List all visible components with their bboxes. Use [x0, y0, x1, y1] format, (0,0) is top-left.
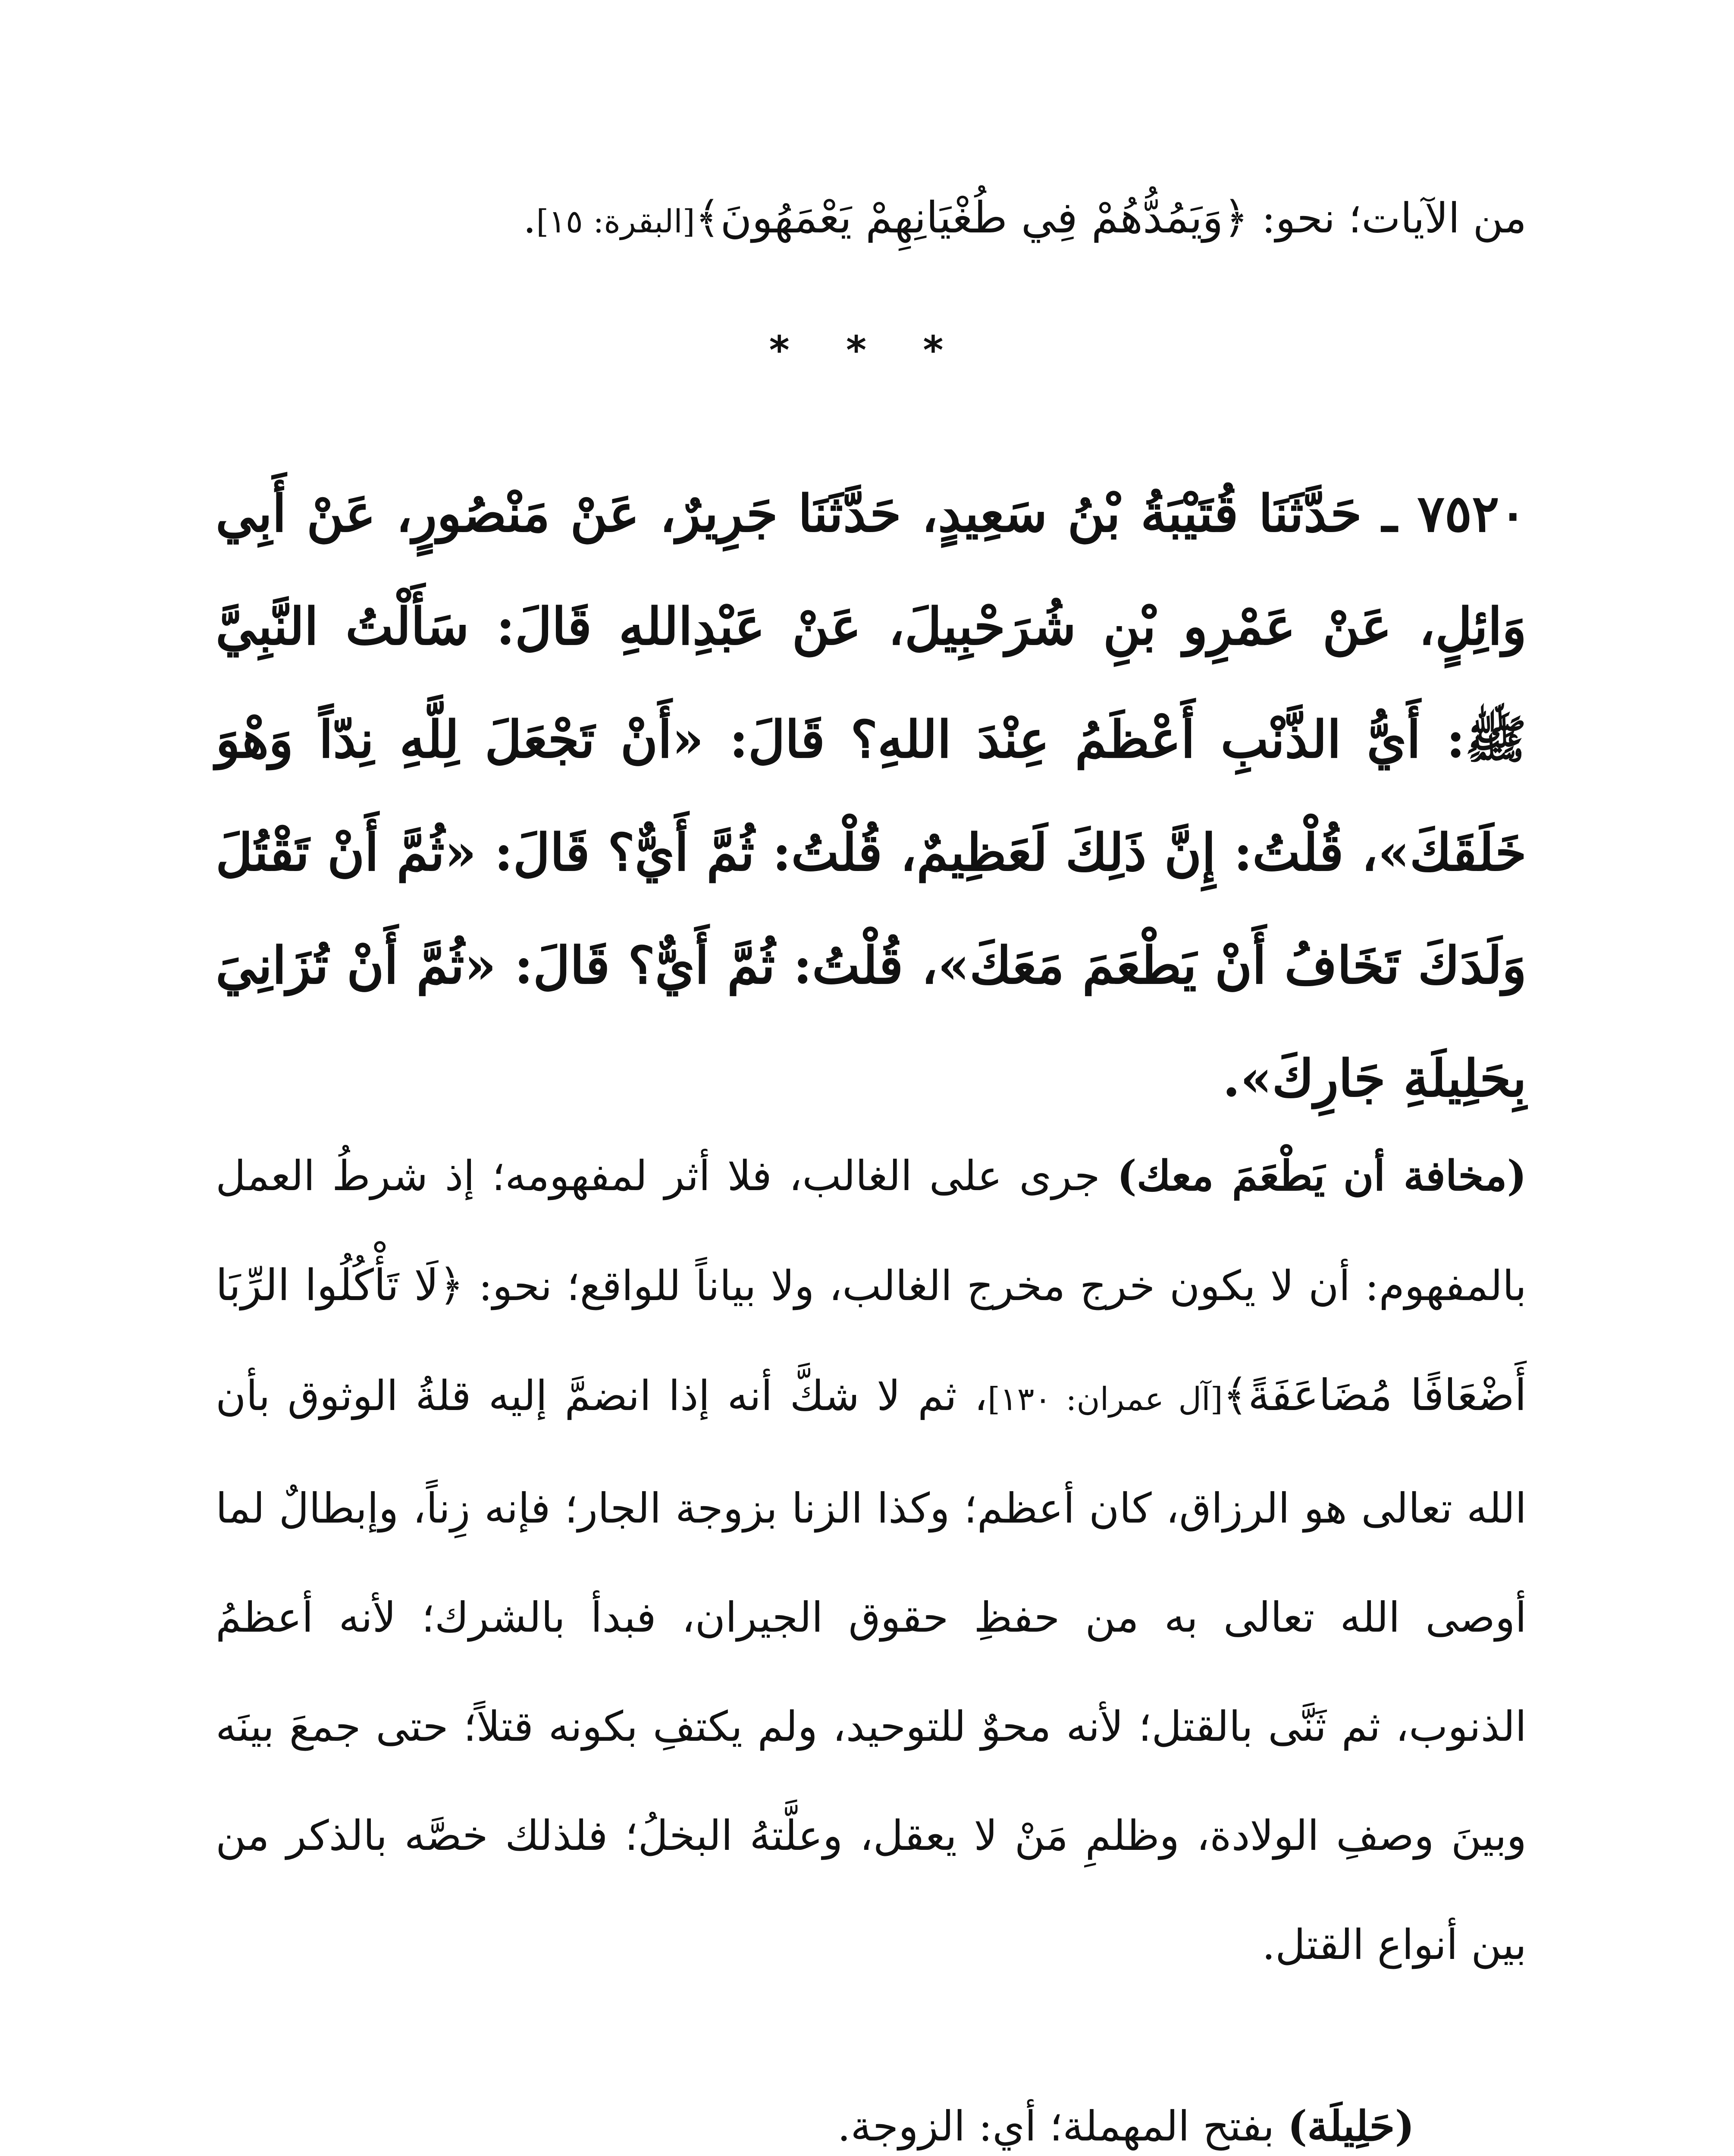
- intro-line: [216, 185, 1527, 254]
- definition-note: [216, 2053, 1414, 2156]
- commentary-block: [216, 1121, 1527, 1999]
- intro-end: .: [523, 194, 536, 242]
- commentary-term: (مخافة أن يَطْعَمَ معك): [1117, 1151, 1527, 1200]
- commentary-part-1: جرى على الغالب، فلا أثر لمفهومه؛ إذ شرطُ العمل بالمفهوم: أن لا يكون خرج مخرج الغالب، ولا بياناً للواقع؛ نحو:: [216, 1152, 1527, 1310]
- note-term: (حَلِيلَة): [1287, 2102, 1414, 2150]
- intro-text: من الآيات؛ نحو:: [1248, 194, 1527, 242]
- note-text: بفتح المهملة؛ أي: الزوجة.: [837, 2102, 1288, 2150]
- section-separator-top: * * *: [769, 328, 965, 373]
- hadith-block: [216, 457, 1527, 1135]
- commentary-part-2: ، ثم لا شكَّ أنه إذا انضمَّ إليه قلةُ الوثوق بأن الله تعالى هو الرزاق، كان أعظم؛ وكذا الزنا بزوجة الجار؛ فإنه زِناً، وإبطالٌ لما أوصى الله تعالى به من حفظِ حقوق الجيران، فبدأ بالشرك؛ لأنه أعظمُ الذنوب، ثم ثَنَّى بالقتل؛ لأنه محوٌ للتوحيد، ولم يكتفِ بكونه قتلاً؛ حتى جمعَ بينَه وبينَ وصفِ الولادة، وظلمِ مَنْ لا يعقل، وعلَّتهُ البخلُ؛ فلذلك خصَّه بالذكر من بين أنواع القتل.: [216, 1372, 1527, 1969]
- commentary-verse-reference: [آل عمران: ١٣٠]: [988, 1381, 1223, 1418]
- hadith-text: ٧٥٢٠ ـ حَدَّثَنَا قُتَيْبَةُ بْنُ سَعِيدٍ، حَدَّثَنَا جَرِيرٌ، عَنْ مَنْصُورٍ، عَنْ أَبِي وَائِلٍ، عَنْ عَمْرِو بْنِ شُرَحْبِيلَ، عَنْ عَبْدِاللهِ قَالَ: سَأَلْتُ النَّبِيَّ ﷺ: أَيُّ الذَّنْبِ أَعْظَمُ عِنْدَ اللهِ؟ قَالَ: «أَنْ تَجْعَلَ لِلَّهِ نِدّاً وَهْوَ خَلَقَكَ»، قُلْتُ: إِنَّ ذَلِكَ لَعَظِيمٌ، قُلْتُ: ثُمَّ أَيٌّ؟ قَالَ: «ثُمَّ أَنْ تَقْتُلَ وَلَدَكَ تَخَافُ أَنْ يَطْعَمَ مَعَكَ»، قُلْتُ: ثُمَّ أَيٌّ؟ قَالَ: «ثُمَّ أَنْ تُزَانِيَ بِحَلِيلَةِ جَارِكَ».: [216, 483, 1527, 1108]
- quran-verse: ﴿وَيَمُدُّهُمْ فِي طُغْيَانِهِمْ يَعْمَهُونَ﴾: [695, 192, 1249, 243]
- verse-reference: [البقرة: ١٥]: [536, 203, 695, 240]
- commentary-quran-verse: ﴿لَا تَأْكُلُوا الرِّبَا أَضْعَافًا مُضَاعَفَةً﴾: [216, 1260, 1527, 1420]
